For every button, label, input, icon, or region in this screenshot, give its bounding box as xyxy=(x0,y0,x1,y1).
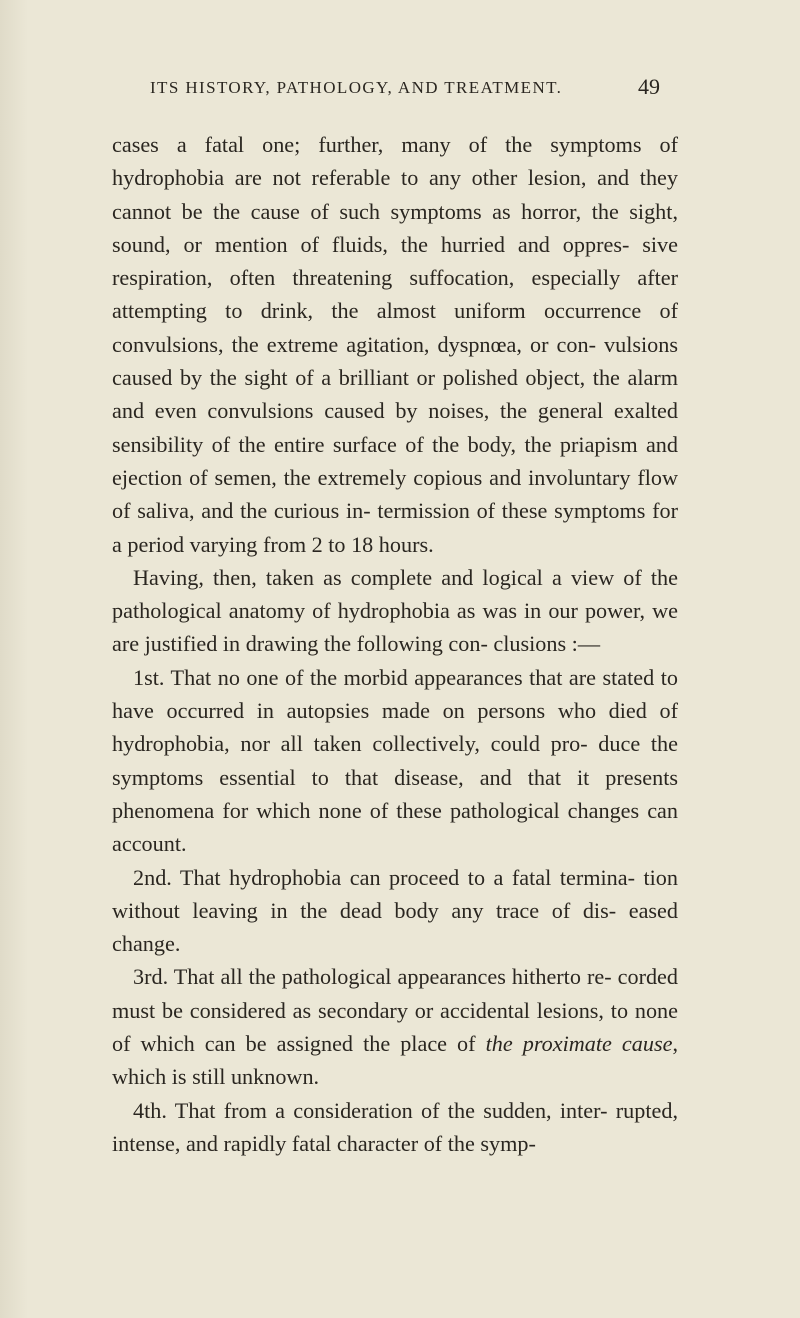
paragraph-conclusion-third: 3rd. That all the pathological appearances hitherto re- corded must be considered as secondary or accidental lesions, to none of which can be assigned the place of the proximate cause, which is still unknown. xyxy=(112,964,678,1090)
paragraph-continuation: cases a fatal one; further, many of the symptoms of hydrophobia are not referable to any other lesion, and they cannot be the cause of such symptoms as horror, the sight, sound, or mention of fluids, the hurried and oppres- sive respiration, often threatening suffocation, especially after attempting to drink, the almost uniform occurrence of convulsions, the extreme agitation, dyspnœa, or con- vulsions caused by the sight of a brilliant or polished object, the alarm and even convulsions caused by noises, the general exalted sensibility of the entire surface of the body, the priapism and ejection of semen, the extremely copious and involuntary flow of saliva, and the curious in- termission of these symptoms for a period varying from 2 to 18 hours. xyxy=(112,132,678,557)
body-text xyxy=(112,128,678,1160)
page-header xyxy=(150,74,660,108)
paragraph-conclusion-first: 1st. That no one of the morbid appearances that are stated to have occurred in autopsies made on persons who died of hydrophobia, nor all taken collectively, could pro- duce the symptoms essential to that disease, and that it presents phenomena for which none of these pathological changes can account. xyxy=(112,664,678,857)
page-number: 49 xyxy=(638,74,660,99)
paragraph-conclusion-fourth: 4th. That from a consideration of the sudden, inter- rupted, intense, and rapidly fatal character of the symp- xyxy=(112,1097,678,1156)
paragraph-conclusion-second: 2nd. That hydrophobia can proceed to a fatal termina- tion without leaving in the dead body any trace of dis- eased change. xyxy=(112,864,678,957)
paragraph-conclusions-intro: Having, then, taken as complete and logical a view of the pathological anatomy of hydrophobia as was in our power, we are justified in drawing the following con- clusions :— xyxy=(112,564,678,657)
running-head: ITS HISTORY, PATHOLOGY, AND TREATMENT. xyxy=(150,78,563,97)
italic-phrase: the proximate cause xyxy=(485,1031,673,1057)
